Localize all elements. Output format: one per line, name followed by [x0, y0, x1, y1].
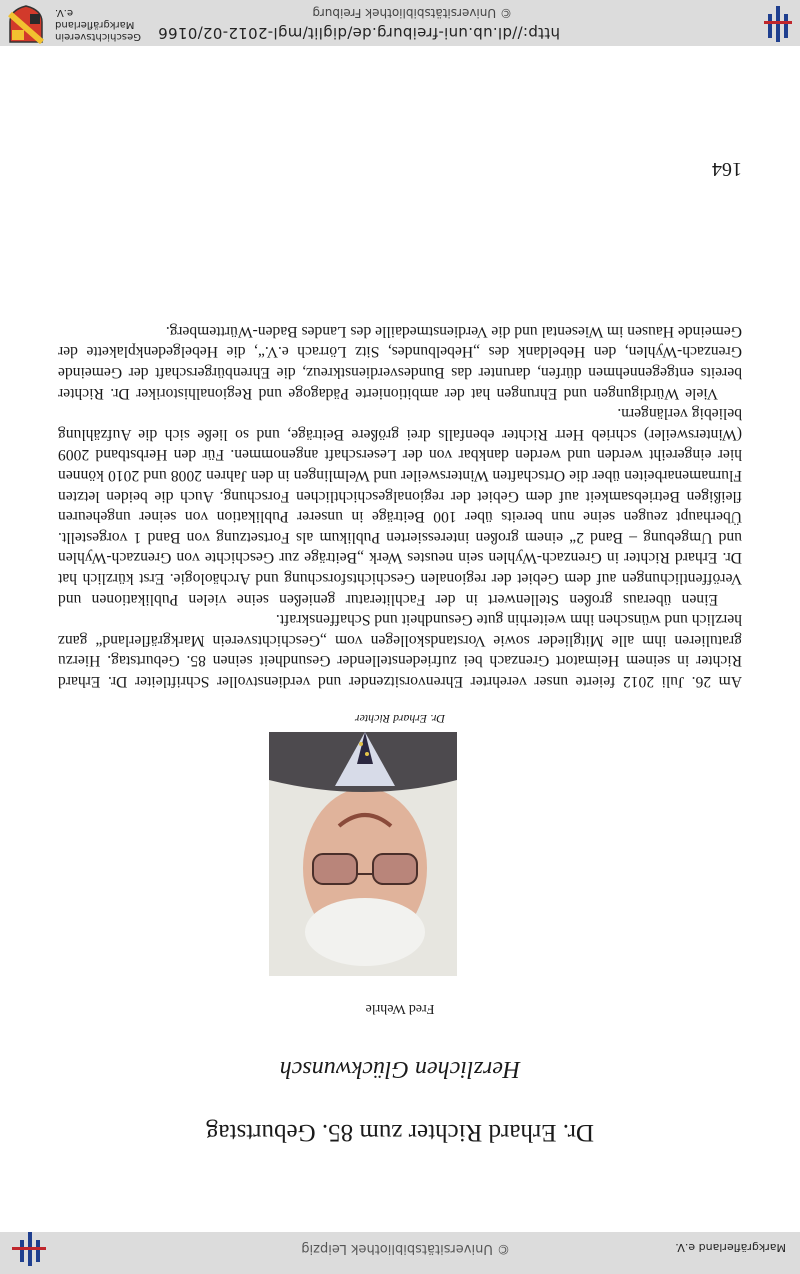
- library-logo-icon: [12, 1232, 46, 1266]
- page-number: 164: [712, 158, 742, 180]
- portrait-photo: [269, 732, 457, 976]
- society-name-text: Markgräflerland e.V.: [675, 1241, 786, 1254]
- article-title: Dr. Erhard Richter zum 85. Geburtstag: [205, 1119, 595, 1146]
- library-copyright-text: © Universitätsbibliothek Freiburg: [312, 6, 512, 20]
- paragraph: Am 26. Juli 2012 feierte unser verehrter Ehrenvorsitzender und verdienstvoller Schriftleiter Dr. Erhard Richter in seinem Heimatort Grenzach bei zufriedenstellender Gesundheit seinen 85. Geburtstag. Hierzu gratulieren ihm alle Mitglieder sowie Vorstandskollegen vom „Geschichtsverein Markgräflerland“ ganz herzlich und wünschen ihm weiterhin gute Gesundheit und Schaffenskraft.: [58, 611, 742, 690]
- article-subtitle: Herzlichen Glückwunsch: [279, 1056, 521, 1082]
- photo-caption: Dr. Erhard Richter: [354, 712, 446, 726]
- article-body: [58, 320, 742, 691]
- society-coat-of-arms-icon: [6, 4, 46, 44]
- library-logo-icon: [764, 6, 792, 42]
- article-author: Fred Wehrle: [365, 1001, 435, 1016]
- library-copyright-text: © Universitätsbibliothek Leipzig: [301, 1241, 510, 1256]
- society-name-text: Geschichtsverein Markgräflerland e.V.: [55, 7, 141, 42]
- footer-bar: [0, 0, 800, 46]
- paragraph: Einen überaus großen Stellenwert in der Fachliteratur genießen seine vielen Publikationen und Veröffentlichungen auf dem Gebiet der regionalen Geschichtsforschung und Archäologie. Erst kürzlich hat Dr. Erhard Richter in Grenzach-Wyhlen sein neustes Werk „Beiträge zur Geschichte von Grenzach-Wyhlen und Umgebung – Band 2“ einem großen interessierten Publikum als Fortsetzung von Band 1 vorgestellt. Überhaupt zeugen seine nun bereits über 100 Beiträge in unserer Publikation von seiner ungeheuren fleißigen Betriebsamkeit auf dem Gebiet der regionalgeschichtlichen Forschung. Auch die beiden letzten Flurnamenarbeiten über die Ortschaften Wintersweiler und Welmlingen in den Jahren 2008 und 2010 können hier eingereiht werden und werden dankbar von der Leserschaft angenommen. Für den Herbstband 2009 (Wintersweiler) schrieb Herr Richter ebenfalls drei größere Beiträge, und so ließe sich die Aufzählung beliebig verlängern.: [58, 405, 742, 608]
- paragraph: Viele Würdigungen und Ehrungen hat der ambitionierte Pädagoge und Regionalhistoriker Dr. Richter bereits entgegennehmen dürfen, darunter das Bundesverdienstkreuz, die Ehrenbürgerschaft der Gemeinde Grenzach-Wyhlen, den Hebeldank des „Hebelbundes, Sitz Lörrach e.V.“, die Hebelgedenkplakette der Gemeinde Hausen im Wiesental und die Verdienstmedaille des Landes Baden-Württemberg.: [58, 322, 742, 402]
- header-bar: [0, 1232, 800, 1274]
- permalink-url[interactable]: http://dl.ub.uni-freiburg.de/diglit/mgl-2012-02/0166: [157, 24, 560, 42]
